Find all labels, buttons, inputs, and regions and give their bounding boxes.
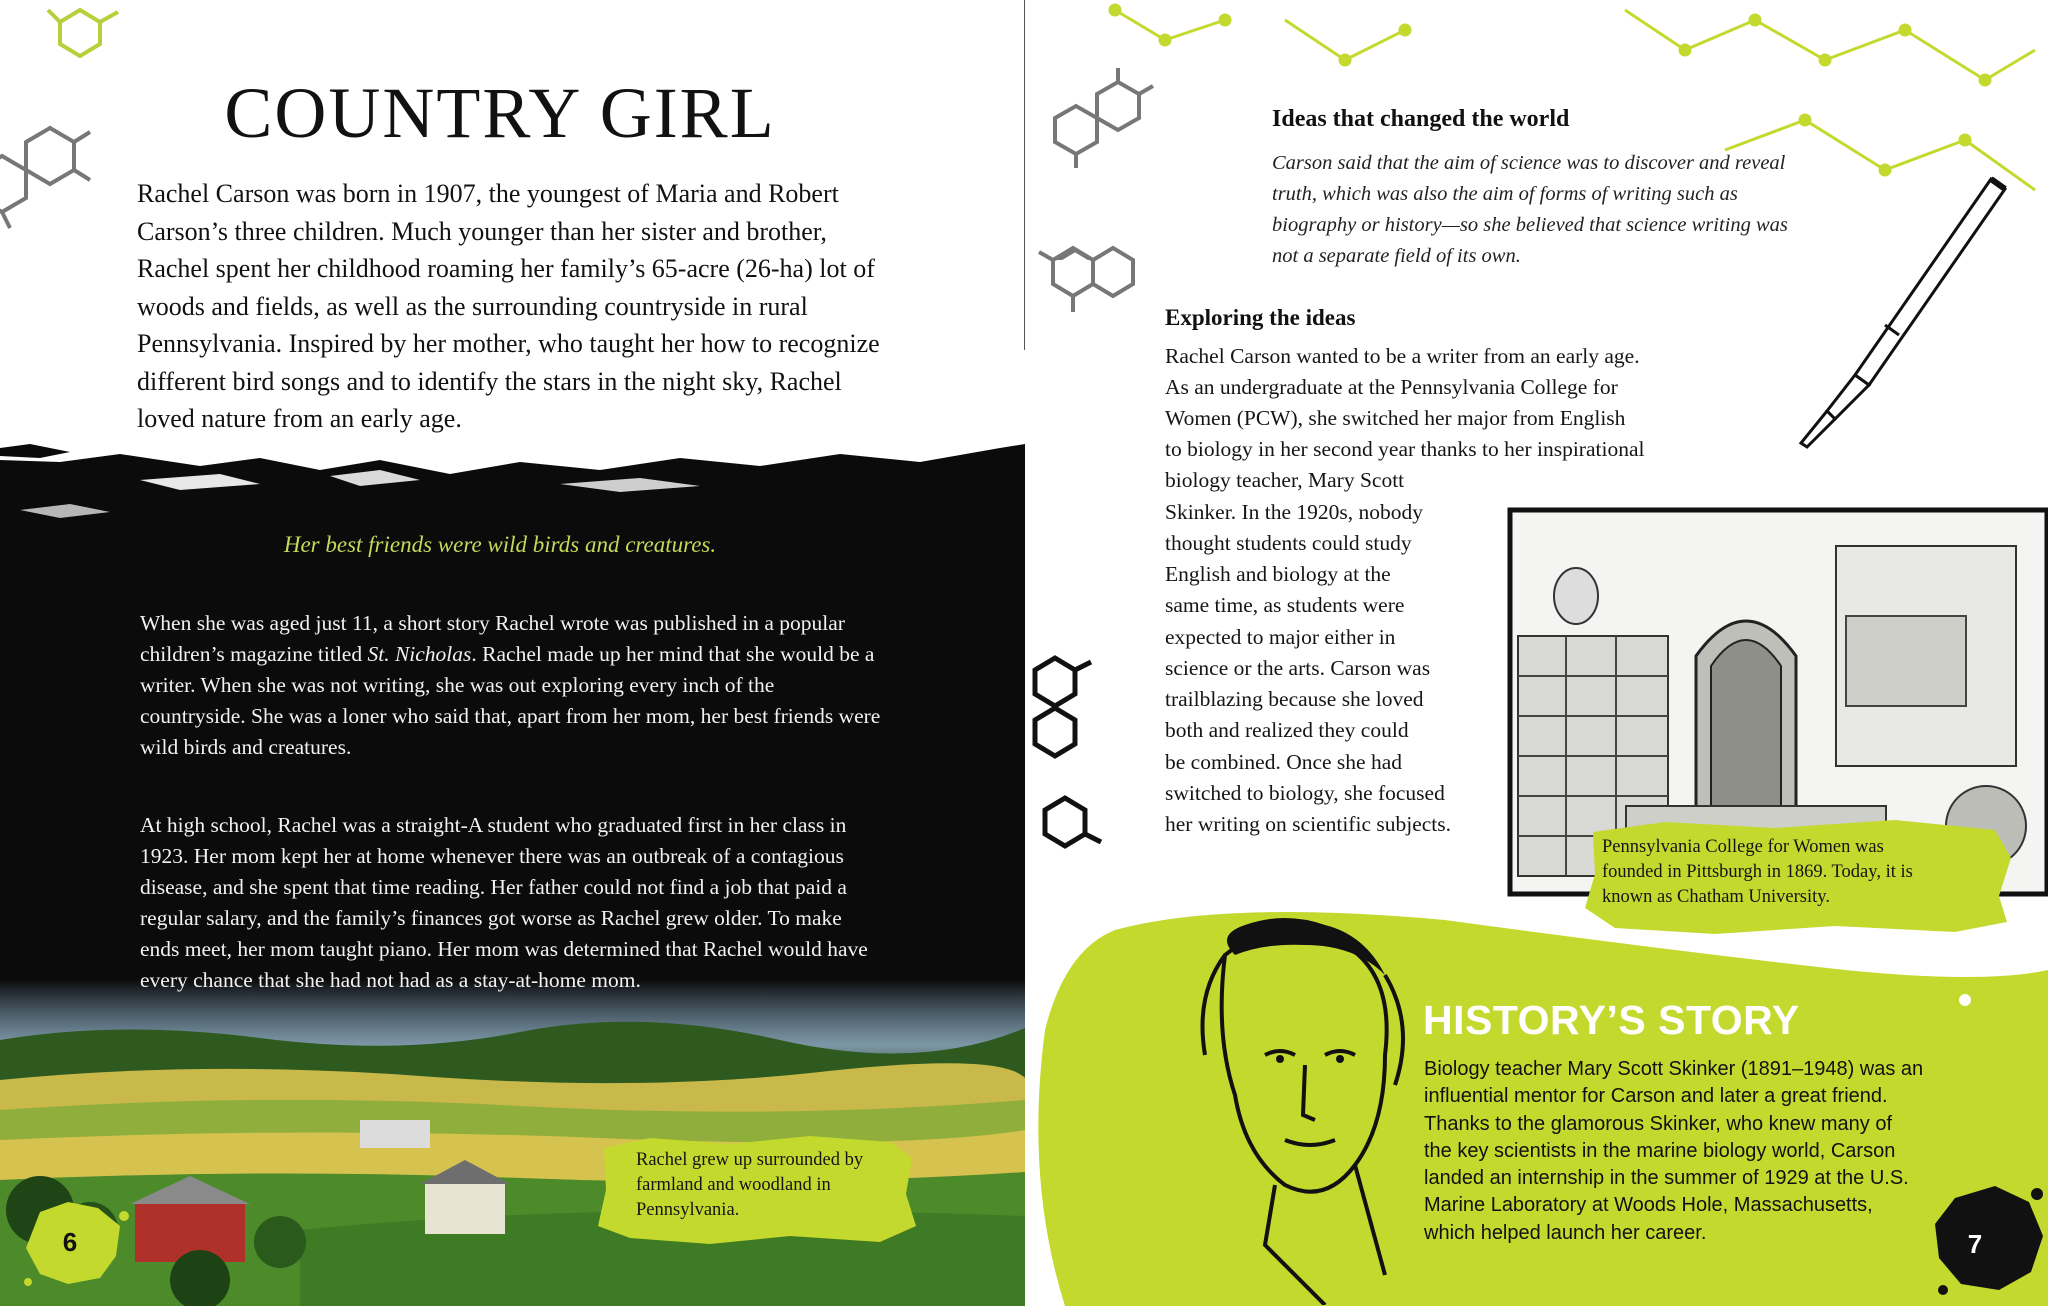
text-line: Women (PCW), she switched her major from English bbox=[1165, 406, 1626, 430]
text-line: Rachel Carson wanted to be a writer from an early age. bbox=[1165, 344, 1640, 368]
library-caption: Pennsylvania College for Women was founded in Pittsburgh in 1869. Today, it is known as Chatham University. bbox=[1602, 837, 1913, 907]
para1-end: . Rachel made up her mind that she would be a writer. When she was not writing, she was out exploring every inch of the countryside. She was a loner who said that, apart from her mom, her best friends were wild birds and creatures. bbox=[140, 642, 881, 759]
text-line: expected to major either in bbox=[1165, 625, 1396, 649]
text-line: Skinker. In the 1920s, nobody bbox=[1165, 500, 1423, 524]
text-line: both and realized they could bbox=[1165, 718, 1409, 742]
skinker-portrait bbox=[1155, 915, 1455, 1305]
story-paragraph bbox=[140, 608, 885, 763]
history-heading: HISTORY’S STORY bbox=[1423, 997, 1800, 1043]
explore-heading: Exploring the ideas bbox=[1165, 305, 1356, 330]
text-line: same time, as students were bbox=[1165, 593, 1405, 617]
magazine-title: St. Nicholas bbox=[367, 642, 472, 666]
text-line: As an undergraduate at the Pennsylvania College for bbox=[1165, 375, 1618, 399]
farm-caption: Rachel grew up surrounded by farmland and woodland in Pennsylvania. bbox=[636, 1150, 864, 1220]
text-line: be combined. Once she had bbox=[1165, 750, 1403, 774]
text-line: biology teacher, Mary Scott bbox=[1165, 468, 1405, 492]
text-line: thought students could study bbox=[1165, 531, 1412, 555]
molecule-icon bbox=[1025, 220, 1145, 330]
text-line: science or the arts. Carson was bbox=[1165, 656, 1431, 680]
fountain-pen-icon bbox=[1755, 175, 2015, 455]
pull-quote: Her best friends were wild birds and creatures. bbox=[283, 532, 717, 557]
text-line: her writing on scientific subjects. bbox=[1165, 812, 1451, 836]
text-line: to biology in her second year thanks to her inspirational bbox=[1165, 437, 1645, 461]
ideas-body: Carson said that the aim of science was to discover and reveal truth, which was also the aim of forms of writing such as biography or history—so she believed that science writing was not a separate field of its own. bbox=[1272, 152, 1788, 267]
page-number-right: 7 bbox=[1967, 1229, 1983, 1259]
molecule-icon-dark bbox=[1025, 650, 1125, 890]
para1-start: When she was aged just 11, a short story Rachel wrote was published in a popular children’s magazine titled bbox=[140, 611, 845, 666]
right-page bbox=[1025, 0, 2048, 1306]
text-line: English and biology at the bbox=[1165, 562, 1391, 586]
intro-paragraph: Rachel Carson was born in 1907, the youngest of Maria and Robert Carson’s three children. Much younger than her sister and brother, Rachel spent her childhood roaming her family’s 65-acre (26-ha) lot of woods and fields, as well as the surrounding countryside in rural Pennsylvania. Inspired by her mother, who taught her how to recognize different bird songs and to identify the stars in the night sky, Rachel loved nature from an early age. bbox=[137, 179, 880, 433]
page-number-left: 6 bbox=[62, 1227, 78, 1257]
history-body: Biology teacher Mary Scott Skinker (1891–1948) was an influential mentor for Carson and later a great friend. Thanks to the glamorous Skinker, who knew many of the key scientists in the marine biology world, Carson landed an internship in the summer of 1929 at the U.S. Marine Laboratory at Woods Hole, Massachusetts, which helped launch her career. bbox=[1424, 1058, 1924, 1244]
text-line: trailblazing because she loved bbox=[1165, 687, 1424, 711]
page-title: COUNTRY GIRL bbox=[224, 73, 776, 153]
high-school-paragraph: At high school, Rachel was a straight-A student who graduated first in her class in 1923. Her mom kept her at home whenever there was an outbreak of a contagious disease, and she spent that time reading. Her father could not find a job that paid a regular salary, and the family’s finances got worse as Rachel grew older. To make ends meet, her mom taught piano. Her mom was determined that Rachel would have every chance that she had not had as a stay-at-home mom. bbox=[140, 813, 868, 992]
text-line: switched to biology, she focused bbox=[1165, 781, 1445, 805]
ideas-heading: Ideas that changed the world bbox=[1272, 106, 1570, 132]
